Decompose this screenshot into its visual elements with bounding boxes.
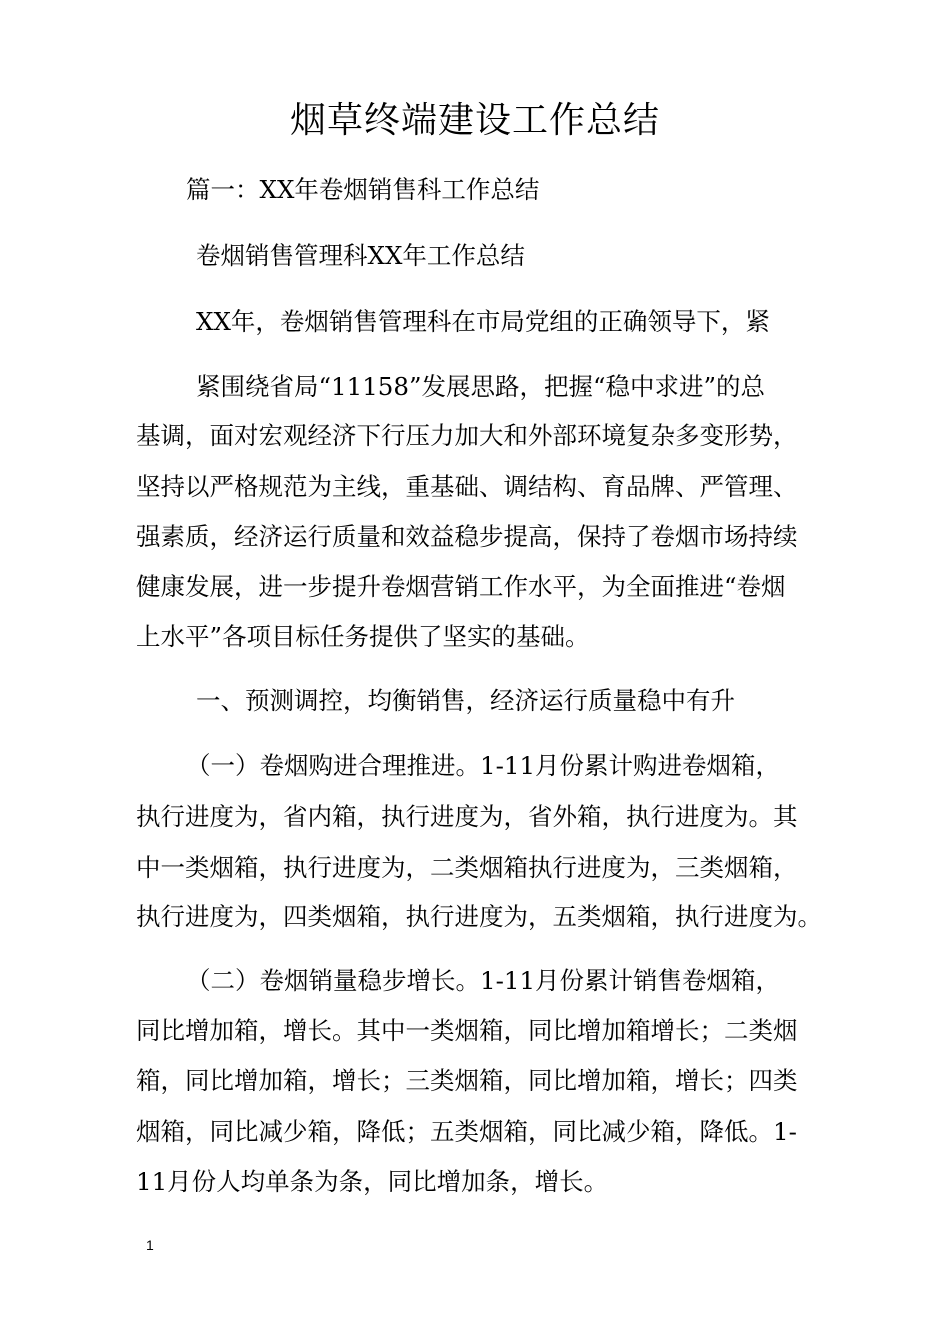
subheading: 卷烟销售管理科XX年工作总结 xyxy=(196,241,525,270)
paragraph-line: 坚持以严格规范为主线，重基础、调结构、育品牌、严管理、 xyxy=(136,472,798,501)
paragraph-line: 11月份人均单条为条，同比增加条，增长。 xyxy=(136,1167,609,1196)
paragraph-line: （二）卷烟销量稳步增长。1-11月份累计销售卷烟箱， xyxy=(186,966,781,995)
paragraph-line: 紧围绕省局“11158”发展思路，把握“稳中求进”的总 xyxy=(196,372,766,401)
paragraph-line: 中一类烟箱，执行进度为，二类烟箱执行进度为，三类烟箱， xyxy=(136,853,798,882)
paragraph-line: 烟箱，同比减少箱，降低；五类烟箱，同比减少箱，降低。1- xyxy=(136,1117,797,1146)
paragraph-line: 同比增加箱，增长。其中一类烟箱，同比增加箱增长；二类烟 xyxy=(136,1016,798,1045)
paragraph-line: 箱，同比增加箱，增长；三类烟箱，同比增加箱，增长；四类 xyxy=(136,1066,798,1095)
paragraph-line: （一）卷烟购进合理推进。1-11月份累计购进卷烟箱， xyxy=(186,751,781,780)
paragraph-line: 基调，面对宏观经济下行压力加大和外部环境复杂多变形势， xyxy=(136,421,798,450)
paragraph-line: 执行进度为，省内箱，执行进度为，省外箱，执行进度为。其 xyxy=(136,802,798,831)
paragraph-line: 执行进度为，四类烟箱，执行进度为，五类烟箱，执行进度为。 xyxy=(136,902,822,931)
section-heading: 篇一：XX年卷烟销售科工作总结 xyxy=(186,175,540,204)
section-heading: 一、预测调控，均衡销售，经济运行质量稳中有升 xyxy=(196,686,735,715)
paragraph-line: 强素质，经济运行质量和效益稳步提高，保持了卷烟市场持续 xyxy=(136,522,798,551)
page-number: 1 xyxy=(146,1237,154,1253)
document-title: 烟草终端建设工作总结 xyxy=(289,100,660,141)
paragraph-line: XX年，卷烟销售管理科在市局党组的正确领导下，紧 xyxy=(196,307,770,336)
paragraph-line: 健康发展，进一步提升卷烟营销工作水平，为全面推进“卷烟 xyxy=(136,572,786,601)
paragraph-line: 上水平”各项目标任务提供了坚实的基础。 xyxy=(136,622,590,651)
